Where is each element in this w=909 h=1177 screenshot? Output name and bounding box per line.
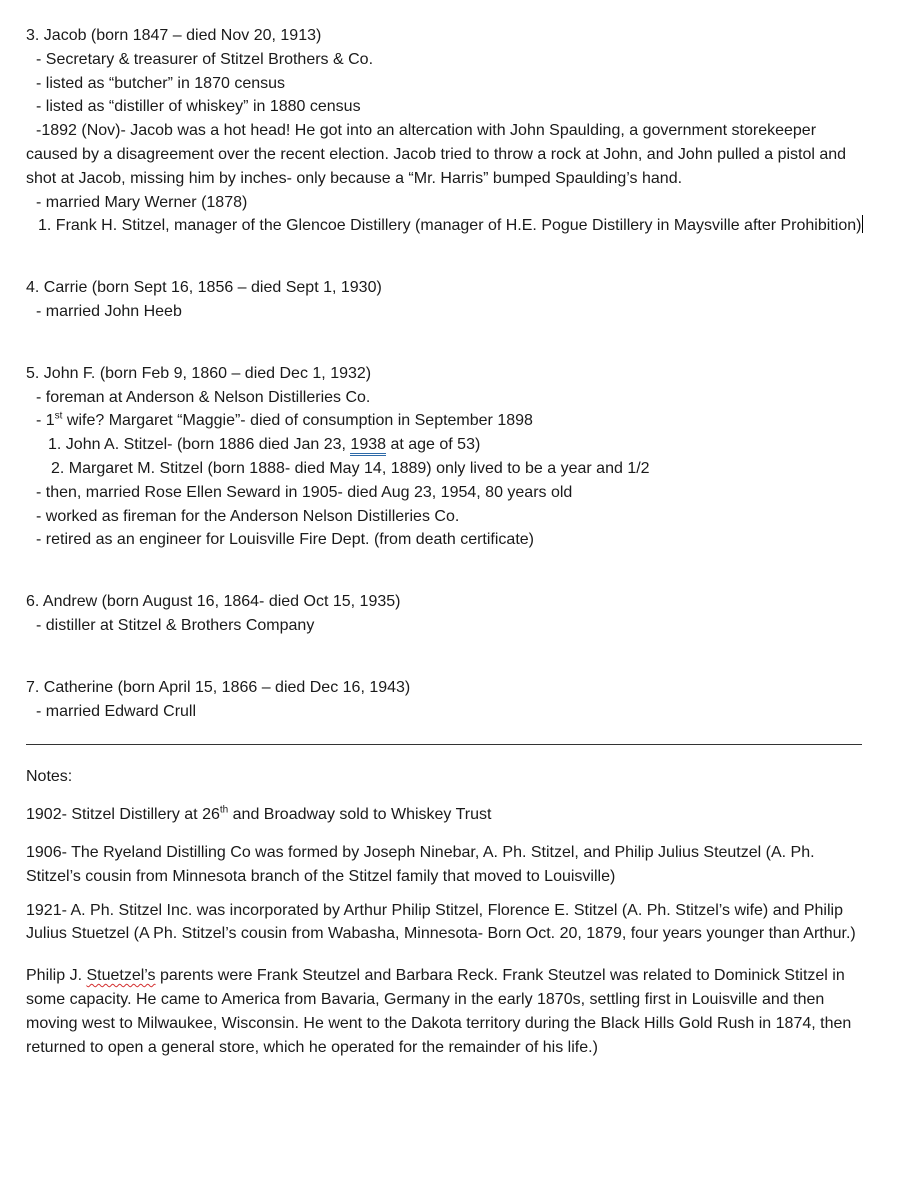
bullet-item: - listed as “distiller of whiskey” in 1880 census: [36, 98, 361, 116]
bullet-item: - distiller at Stitzel & Brothers Company: [36, 616, 315, 634]
note-text: parents were Frank Steutzel and Barbara Reck. Frank Steutzel was related to Dominick Stitzel in some capacity. He came to America from Bavaria, Germany in the early 1870s, settling first in Louisville and then moving west to Milwaukee, Wisconsin. He went to the Dakota territory during the Black Hills Gold Rush in 1874, then returned to open a general store, which he operated for the remainder of his life.): [26, 967, 852, 1056]
note-paragraph: [26, 803, 871, 827]
child-text: 1. Frank H. Stitzel, manager of the Glencoe Distillery (manager of H.E. Pogue Distillery in Maysville after Prohibition): [38, 217, 862, 235]
person-heading: 7. Catherine (born April 15, 1866 – died Dec 16, 1943): [26, 678, 411, 696]
bullet-item: - listed as “butcher” in 1870 census: [36, 74, 286, 92]
text-cursor: [862, 215, 863, 233]
bullet-text: - 1: [36, 412, 55, 430]
person-heading: 5. John F. (born Feb 9, 1860 – died Dec 1, 1932): [26, 364, 372, 382]
note-paragraph: 1921- A. Ph. Stitzel Inc. was incorporated by Arthur Philip Stitzel, Florence E. Stitzel (A. Ph. Stitzel’s wife) and Philip Julius Stuetzel (A Ph. Stitzel’s cousin from Wabasha, Minnesota- Born Oct. 20, 1879, four years younger than Arthur.): [26, 901, 856, 943]
document-body[interactable]: [26, 24, 871, 1059]
note-text: Philip J.: [26, 967, 87, 985]
child-item: [26, 214, 871, 238]
bullet-item: - married Mary Werner (1878): [36, 193, 248, 211]
superscript: st: [54, 411, 63, 423]
bullet-item: - then, married Rose Ellen Seward in 1905- died Aug 23, 1954, 80 years old: [36, 483, 573, 501]
note-text: and Broadway sold to Whiskey Trust: [228, 806, 492, 824]
grammar-flag-year[interactable]: 1938: [350, 437, 386, 456]
person-heading: 6. Andrew (born August 16, 1864- died Oct 15, 1935): [26, 593, 401, 611]
bullet-item: - retired as an engineer for Louisville Fire Dept. (from death certificate): [36, 531, 534, 549]
horizontal-divider: [26, 744, 862, 745]
note-paragraph: [26, 964, 871, 1059]
bullet-item: - worked as fireman for the Anderson Nelson Distilleries Co.: [36, 507, 460, 525]
superscript: th: [219, 804, 229, 816]
spelling-flag-word[interactable]: Stuetzel’s: [86, 967, 156, 985]
bullet-item: -1892 (Nov)- Jacob was a hot head! He got into an altercation with John Spaulding, a government storekeeper caused by a disagreement over the recent election. Jacob tried to throw a rock at John, and John pulled a pistol and shot at Jacob, missing him by inches- only because a “Mr. Harris” bumped Spaulding’s hand.: [26, 122, 847, 187]
child-item: [26, 433, 871, 457]
bullet-text: wife? Margaret “Maggie”- died of consumption in September 1898: [62, 412, 533, 430]
person-heading: 4. Carrie (born Sept 16, 1856 – died Sept 1, 1930): [26, 279, 382, 297]
note-text: 1902- Stitzel Distillery at 26: [26, 806, 220, 824]
notes-label: Notes:: [26, 768, 73, 786]
bullet-item: [26, 409, 871, 433]
bullet-item: - Secretary & treasurer of Stitzel Brothers & Co.: [36, 50, 374, 68]
note-paragraph: 1906- The Ryeland Distilling Co was formed by Joseph Ninebar, A. Ph. Stitzel, and Philip Julius Steutzel (A. Ph. Stitzel’s cousin from Minnesota branch of the Stitzel family that moved to Louisville): [26, 843, 815, 885]
bullet-item: - married John Heeb: [36, 302, 182, 320]
child-text: at age of 53): [386, 436, 481, 454]
bullet-item: - married Edward Crull: [36, 702, 197, 720]
child-item: 2. Margaret M. Stitzel (born 1888- died May 14, 1889) only lived to be a year and 1/2: [51, 459, 650, 477]
bullet-item: - foreman at Anderson & Nelson Distilleries Co.: [36, 388, 371, 406]
person-heading: 3. Jacob (born 1847 – died Nov 20, 1913): [26, 27, 322, 44]
child-text: 1. John A. Stitzel- (born 1886 died Jan 23,: [48, 436, 351, 454]
